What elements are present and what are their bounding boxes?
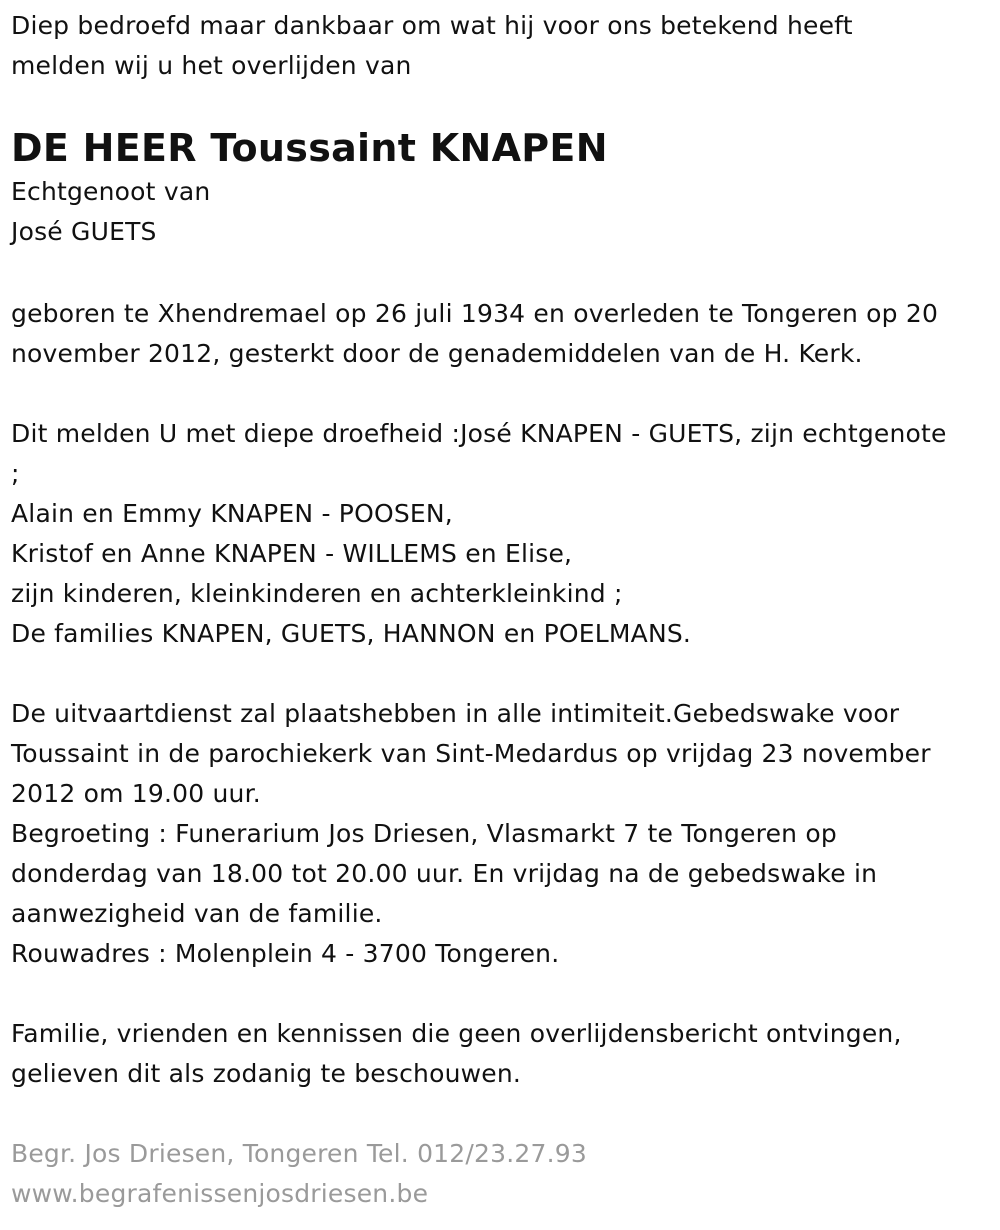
birth-death-paragraph [11, 294, 938, 374]
intro-line: Diep bedroefd maar dankbaar om wat hij voor ons betekend heeft [11, 11, 853, 40]
closing-line: Familie, vrienden en kennissen die geen overlijdensbericht ontvingen, [11, 1019, 902, 1048]
mourners-line: Alain en Emmy KNAPEN - POOSEN, [11, 499, 453, 528]
birth-death-line: november 2012, gesterkt door de genademiddelen van de H. Kerk. [11, 339, 863, 368]
service-line: De uitvaartdienst zal plaatshebben in alle intimiteit.Gebedswake voor [11, 699, 900, 728]
birth-death-line: geboren te Xhendremael op 26 juli 1934 en overleden te Tongeren op 20 [11, 299, 939, 328]
service-line: aanwezigheid van de familie. [11, 899, 383, 928]
mourners-line: zijn kinderen, kleinkinderen en achterkleinkind ; [11, 579, 623, 608]
mourners-line: ; [11, 459, 20, 488]
closing-paragraph [11, 1014, 902, 1094]
mourners-paragraph [11, 414, 947, 654]
intro-paragraph [11, 6, 853, 86]
mourners-line: De families KNAPEN, GUETS, HANNON en POELMANS. [11, 619, 692, 648]
service-line: Toussaint in de parochiekerk van Sint-Medardus op vrijdag 23 november [11, 739, 931, 768]
service-line: donderdag van 18.00 tot 20.00 uur. En vrijdag na de gebedswake in [11, 859, 878, 888]
undertaker-website: www.begrafenissenjosdriesen.be [11, 1179, 429, 1208]
undertaker-contact: Begr. Jos Driesen, Tongeren Tel. 012/23.27.93 [11, 1139, 587, 1168]
deceased-name: DE HEER Toussaint KNAPEN [11, 126, 608, 170]
mourners-line: Kristof en Anne KNAPEN - WILLEMS en Elise, [11, 539, 573, 568]
service-paragraph [11, 694, 931, 974]
spouse-paragraph [11, 172, 210, 252]
service-line: Begroeting : Funerarium Jos Driesen, Vlasmarkt 7 te Tongeren op [11, 819, 837, 848]
deceased-name-block [11, 124, 608, 172]
intro-line: melden wij u het overlijden van [11, 51, 412, 80]
service-line: 2012 om 19.00 uur. [11, 779, 261, 808]
undertaker-footer [11, 1134, 587, 1214]
closing-line: gelieven dit als zodanig te beschouwen. [11, 1059, 522, 1088]
service-line: Rouwadres : Molenplein 4 - 3700 Tongeren. [11, 939, 560, 968]
mourners-line: Dit melden U met diepe droefheid :José KNAPEN - GUETS, zijn echtgenote [11, 419, 947, 448]
spouse-line: José GUETS [11, 217, 157, 246]
spouse-line: Echtgenoot van [11, 177, 211, 206]
